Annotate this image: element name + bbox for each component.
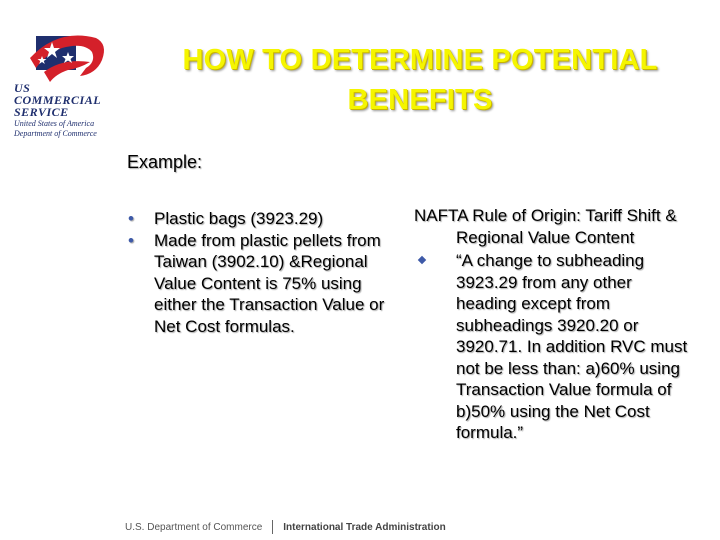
slide-title: HOW TO DETERMINE POTENTIAL BENEFITS bbox=[182, 44, 658, 116]
list-item-text: Made from plastic pellets from Taiwan (3902.10) &Regional Value Content is 75% using either the Transaction Value or Net Cost formulas. bbox=[154, 230, 385, 336]
example-label: Example: bbox=[127, 152, 203, 172]
nafta-rule-heading: NAFTA Rule of Origin: Tariff Shift & Regional Value Content bbox=[414, 206, 677, 247]
logo-line-usa: United States of America bbox=[14, 119, 95, 128]
footer bbox=[125, 520, 446, 534]
list-item bbox=[128, 230, 396, 338]
bullet-icon: • bbox=[128, 209, 134, 228]
nafta-rule-block bbox=[414, 205, 694, 444]
quote-text: “A change to subheading 3923.29 from any other heading except from subheadings 3920.20 or 3920.71. In addition RVC must not be less than: a)60% using Transaction Value formula of b)50% using the Net Cost formula.” bbox=[456, 251, 688, 442]
footer-ita: International Trade Administration bbox=[283, 521, 446, 533]
left-bullet-list bbox=[128, 208, 396, 337]
list-item-text: Plastic bags (3923.29) bbox=[154, 209, 324, 228]
logo-line-commercial: COMMERCIAL bbox=[14, 93, 102, 107]
star-flag-icon bbox=[10, 28, 122, 88]
footer-divider bbox=[272, 520, 273, 534]
diamond-bullet-icon bbox=[418, 256, 426, 264]
logo-line-doc: Department of Commerce bbox=[14, 129, 97, 138]
footer-department: U.S. Department of Commerce bbox=[125, 521, 263, 533]
bullet-icon: • bbox=[128, 230, 134, 250]
list-item bbox=[128, 208, 396, 230]
us-commercial-service-logo bbox=[10, 28, 122, 138]
nafta-rule-quote bbox=[414, 250, 694, 444]
logo-line-us: US bbox=[14, 81, 31, 95]
logo-line-service: SERVICE bbox=[14, 105, 69, 119]
